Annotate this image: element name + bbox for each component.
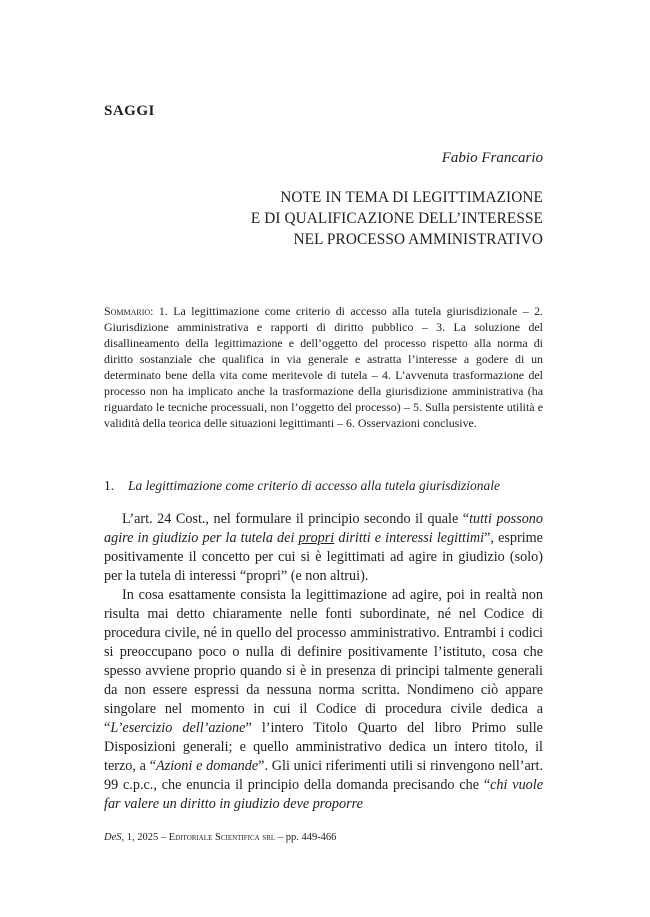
italic-quote: tutti possono agire in giudizio per la tutela dei	[104, 511, 543, 546]
title-line: E DI QUALIFICAZIONE DELL’INTERESSE	[250, 210, 543, 227]
summary-block	[104, 303, 543, 431]
section-number: 1.	[104, 478, 115, 493]
body-text	[104, 510, 543, 814]
italic-quote: chi vuole far valere un diritto in giudizio deve proporre	[104, 777, 543, 812]
italic-quote: Azioni e domande	[156, 758, 259, 774]
issue-info: , 1, 2025 –	[121, 832, 169, 843]
italic-quote: diritti e interessi legittimi	[334, 530, 485, 546]
section-label: SAGGI	[104, 103, 155, 119]
text-run: L’art. 24 Cost., nel formulare il principio secondo il quale “	[122, 511, 470, 527]
paragraph	[104, 586, 543, 814]
title-line: NEL PROCESSO AMMINISTRATIVO	[293, 231, 543, 248]
journal-name: DeS	[104, 832, 122, 843]
section-heading	[104, 478, 500, 494]
text-run: In cosa esattamente consista la legittimazione ad agire, poi in realtà non risulta mai detto chiaramente nelle fonti subordinate, né nel Codice di procedura civile, né in quello del processo amministrativo. Entrambi i codici si preoccupano poco o nulla di definire positivamente l’istituto, cosa che spesso avviene proprio quando si è in presenza di principi talmente generali da non essere espressi da nessuna norma scritta. Nondimeno ciò appare singolare nel momento in cui il Codice di procedura civile dedica a “	[104, 587, 543, 736]
text-run: ”. Gli unici riferimenti utili si rinvengono nell’art. 99 c.p.c., che enuncia il principio della domanda precisando che “	[104, 758, 543, 793]
publisher-name: Editoriale Scientifica srl	[168, 832, 276, 843]
section-heading-text: La legittimazione come criterio di accesso alla tutela giurisdizionale	[128, 478, 500, 493]
summary-label: Sommario:	[104, 304, 154, 318]
article-title	[180, 187, 543, 250]
title-line: NOTE IN TEMA DI LEGITTIMAZIONE	[280, 189, 543, 206]
author-name: Fabio Francario	[441, 150, 543, 166]
page-range: – pp. 449-466	[275, 832, 337, 843]
summary-text: 1. La legittimazione come criterio di accesso alla tutela giurisdizionale – 2. Giurisdizione amministrativa e rapporti di diritto pubblico – 3. La soluzione del disallineamento della legittimazione e dell’oggetto del processo rispetto alla norma di diritto sostanziale che qualifica in via generale e astratta l’interesse a godere di un determinato bene della vita come meritevole di tutela – 4. L’avvenuta trasformazione del processo non ha implicato anche la trasformazione della giurisdizione amministrativa (ha riguardato le tecniche processuali, non l’oggetto del processo) – 5. Sulla persistente utilità e validità della teorica delle situazioni legittimanti – 6. Osservazioni conclusive.	[104, 304, 543, 430]
underlined-word: propri	[298, 530, 335, 546]
italic-quote: L’esercizio dell’azione	[110, 720, 246, 736]
paragraph	[104, 510, 543, 586]
page-footer	[104, 832, 336, 843]
text-run: ”, esprime positivamente il concetto per cui si è legittimati ad agire in giudizio (solo) per la tutela di interessi “propri” (e non altrui).	[104, 530, 543, 584]
text-run: ” l’intero Titolo Quarto del libro Primo sulle Disposizioni generali; e quello amministrativo dedica un intero titolo, il terzo, a “	[104, 720, 543, 774]
